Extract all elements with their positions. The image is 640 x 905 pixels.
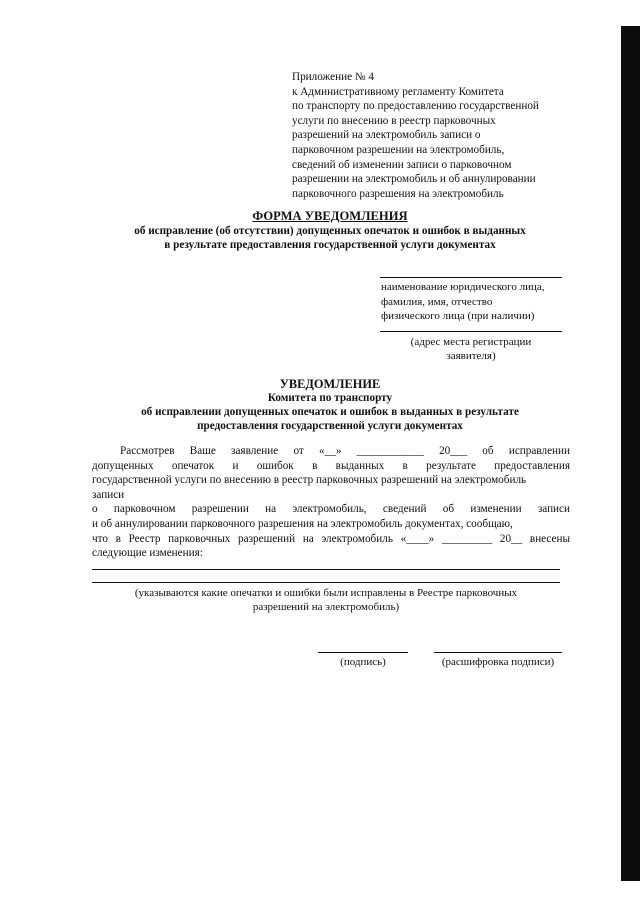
form-title: ФОРМА УВЕДОМЛЕНИЯ <box>252 209 408 223</box>
annex-line: разрешении на электромобиль и об аннулировании <box>292 173 536 186</box>
body-line: о парковочном разрешении на электромобиль, сведений об изменении записи <box>92 503 570 516</box>
annex-line: парковочном разрешении на электромобиль, <box>292 143 505 156</box>
body-line: государственной услуги по внесению в реестр парковочных разрешений на электромобиль <box>92 474 527 487</box>
addressee-name-line2: фамилия, имя, отчество <box>381 296 493 308</box>
body-line: следующие изменения: <box>92 547 203 560</box>
annex-header <box>292 70 582 201</box>
annex-line: услуги по внесению в реестр парковочных <box>292 114 496 127</box>
signature-decode-rule <box>434 652 562 653</box>
notice-line4: предоставления государственной услуги документах <box>197 420 463 432</box>
annex-line: к Административному регламенту Комитета <box>292 85 504 98</box>
signature-decode-label: (расшифровка подписи) <box>441 656 555 668</box>
addressee-address-rule <box>380 331 562 332</box>
body-paragraph <box>92 444 570 561</box>
signature-rule <box>318 652 408 653</box>
body-line: Рассмотрев Ваше заявление от «__» ____________ 20___ об исправлении <box>120 445 570 457</box>
body-line: допущенных опечаток и ошибок в выданных в результате предоставления <box>92 459 570 472</box>
form-subtitle-line1: об исправление (об отсутствии) допущенных опечаток и ошибок в выданных <box>134 225 526 237</box>
signature-label: (подпись) <box>340 656 386 668</box>
annex-line: парковочного разрешения на электромобиль <box>292 187 504 200</box>
changes-line-1 <box>92 569 560 570</box>
body-line: записи <box>92 488 125 501</box>
annex-line: сведений об изменении записи о парковочном <box>292 158 512 171</box>
addressee-name-line1: наименование юридического лица, <box>381 281 545 293</box>
changes-line-2 <box>92 582 560 583</box>
addressee-name-line3: физического лица (при наличии) <box>381 310 535 322</box>
body-line: и об аннулировании парковочного разрешения на электромобиль документах, сообщаю, <box>92 517 513 530</box>
annex-line: разрешений на электромобиль записи о <box>292 129 481 142</box>
scan-edge-bar <box>621 26 640 881</box>
notice-line2: Комитета по транспорту <box>267 392 393 404</box>
addressee-address-line1: (адрес места регистрации <box>410 336 532 348</box>
notice-line3: об исправлении допущенных опечаток и ошибок в выданных в результате <box>141 406 519 418</box>
form-subtitle-line2: в результате предоставления государственной услуги документах <box>164 239 496 251</box>
notice-title: УВЕДОМЛЕНИЕ <box>279 377 381 391</box>
annex-line: по транспорту по предоставлению государственной <box>292 100 539 113</box>
addressee-address-line2: заявителя) <box>446 350 496 362</box>
changes-note-line2: разрешений на электромобиль) <box>252 601 400 613</box>
changes-note-line1: (указываются какие опечатки и ошибки были исправлены в Реестре парковочных <box>134 587 518 599</box>
body-line: что в Реестр парковочных разрешений на электромобиль «____» _________ 20__ внесены <box>92 532 570 545</box>
addressee-name-rule <box>380 277 562 278</box>
annex-line: Приложение № 4 <box>292 71 374 83</box>
